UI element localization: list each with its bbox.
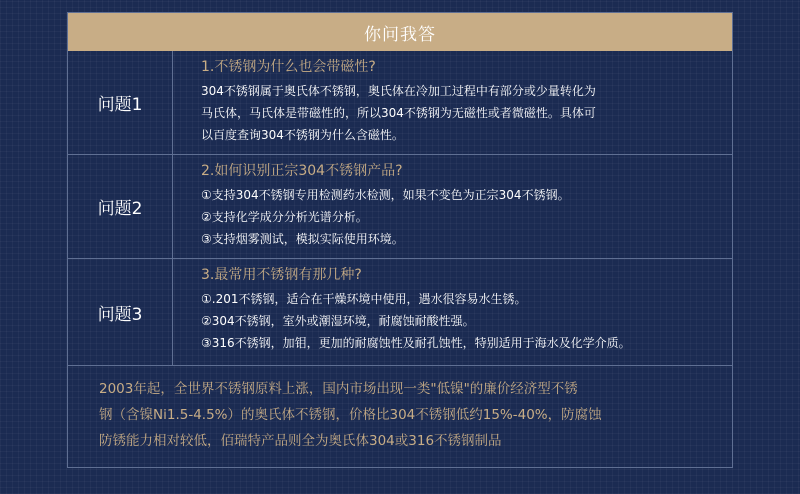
answer-3-line-3: ③316不锈钢，加钼，更加的耐腐蚀性及耐孔蚀性，特别适用于海水及化学介质。: [201, 336, 631, 350]
faq-title: 你问我答: [364, 24, 436, 45]
answer-3-line-2: ②304不锈钢，室外或潮湿环境，耐腐蚀耐酸性强。: [201, 314, 475, 328]
question-2-body: [173, 155, 732, 258]
answer-2-line-3: ③支持烟雾测试，模拟实际使用环境。: [201, 232, 404, 246]
answer-1-line-1: 304不锈钢属于奥氏体不锈钢，奥氏体在冷加工过程中有部分或少量转化为: [201, 84, 596, 98]
question-1-label: 问题1: [68, 51, 173, 154]
answer-2-line-2: ②支持化学成分分析光谱分析。: [201, 210, 368, 224]
question-3-body: [173, 259, 732, 365]
question-3-title: 3.最常用不锈钢有那几种?: [201, 267, 362, 283]
faq-panel: [67, 12, 733, 468]
question-row-2: [68, 155, 732, 259]
note-line-1: 2003年起，全世界不锈钢原料上涨，国内市场出现一类"低镍"的廉价经济型不锈: [99, 381, 578, 397]
note-line-2: 钢（含镍Ni1.5-4.5%）的奥氏体不锈钢，价格比304不锈钢低约15%-40%，防腐蚀: [99, 407, 602, 423]
question-1-body: [173, 51, 732, 154]
answer-2-line-1: ①支持304不锈钢专用检测药水检测，如果不变色为正宗304不锈钢。: [201, 188, 570, 202]
answer-1-line-2: 马氏体，马氏体是带磁性的，所以304不锈钢为无磁性或者微磁性。具体可: [201, 106, 596, 120]
question-1-title: 1.不锈钢为什么也会带磁性?: [201, 59, 376, 75]
question-2-title: 2.如何识别正宗304不锈钢产品?: [201, 163, 403, 179]
answer-3-line-1: ①.201不锈钢，适合在干燥环境中使用，遇水很容易水生锈。: [201, 292, 527, 306]
question-row-3: [68, 259, 732, 366]
note-line-3: 防锈能力相对较低，佰瑞特产品则全为奥氏体304或316不锈钢制品: [99, 433, 502, 449]
faq-header: [68, 13, 732, 51]
summary-note: [68, 366, 732, 454]
answer-1-line-3: 以百度查询304不锈钢为什么含磁性。: [201, 128, 404, 142]
question-row-1: [68, 51, 732, 155]
question-2-label: 问题2: [68, 155, 173, 258]
question-3-label: 问题3: [68, 259, 173, 365]
